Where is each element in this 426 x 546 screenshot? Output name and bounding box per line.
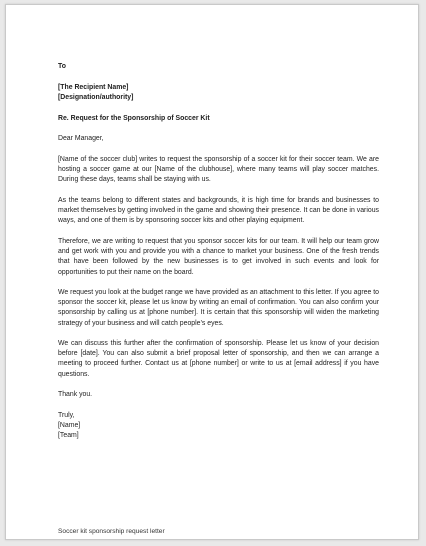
paragraph-5: We can discuss this further after the confirmation of sponsorship. Please let us know of your decision before [date]. You can also submit a brief proposal letter of sponsorship, and then we can arrange a meeting to proceed further. Contact us at [phone number] or write to us at [email address] if you have questions. (58, 340, 379, 378)
subject-line: Re. Request for the Sponsorship of Soccer Kit (58, 115, 210, 122)
letter-page (5, 4, 419, 540)
footer-caption: Soccer kit sponsorship request letter (58, 528, 165, 535)
sender-team: [Team] (58, 432, 79, 439)
sender-name: [Name] (58, 422, 81, 429)
paragraph-2: As the teams belong to different states and backgrounds, it is high time for brands and businesses to market themselves by getting involved in the game and showing their presence. It can be done in various ways, and one of them is by sponsoring soccer kits and other playing equipment. (58, 197, 379, 225)
paragraph-3: Therefore, we are writing to request that you sponsor soccer kits for our team. It will help our team grow and get work with you and provide you with a chance to market your business. One of the fresh trends that have been followed by the new businesses is to get involved in such events and look for opportunities to put their name on the board. (58, 238, 379, 276)
to-label: To (58, 63, 66, 70)
recipient-designation: [Designation/authority] (58, 94, 134, 101)
salutation: Dear Manager, (58, 135, 104, 142)
paragraph-4: We request you look at the budget range we have provided as an attachment to this letter. If you agree to sponsor the soccer kit, please let us know by writing an email of confirmation. You can also confirm your sponsorship by calling us at [phone number]. It is certain that this sponsorship will widen the marketing strategy of your business and will catch people’s eyes. (58, 289, 379, 327)
paragraph-1: [Name of the soccer club] writes to request the sponsorship of a soccer kit for their soccer team. We are hosting a soccer game at our [Name of the clubhouse], where many teams will play soccer matches. During these days, teams shall be staying with us. (58, 156, 379, 184)
closing-line: Truly, (58, 412, 75, 419)
thanks-line: Thank you. (58, 391, 93, 398)
recipient-name: [The Recipient Name] (58, 84, 129, 91)
